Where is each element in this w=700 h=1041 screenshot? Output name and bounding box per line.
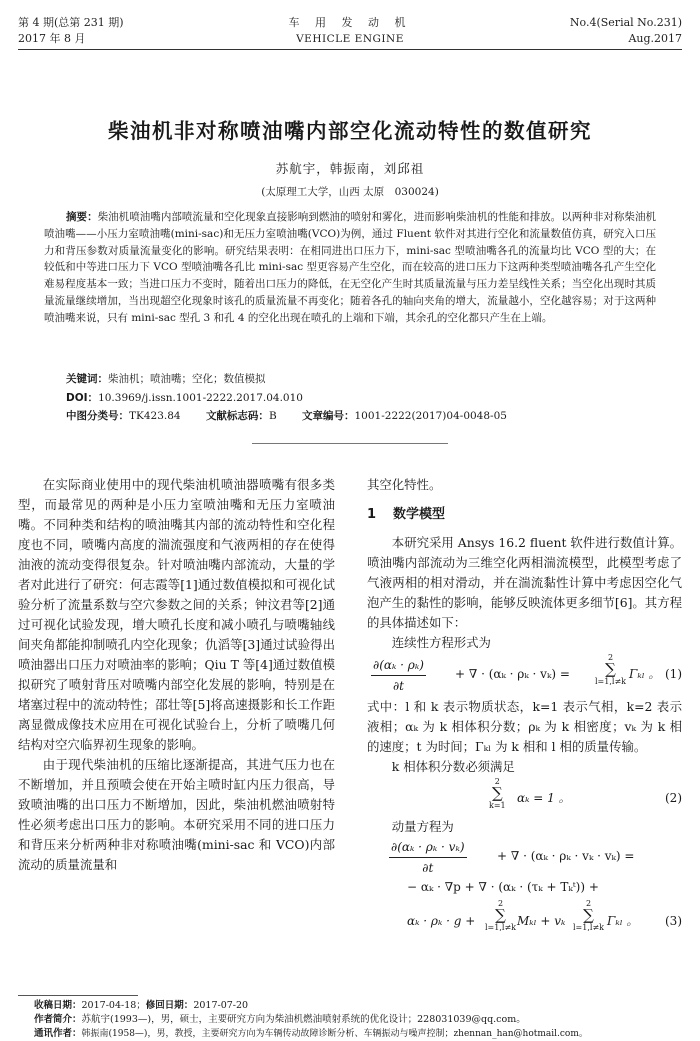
body-right-column: [367, 475, 682, 937]
clc-label: 中图分类号：: [66, 410, 129, 422]
doc-code-label: 文献标志码：: [205, 410, 269, 422]
revised-date: 2017-07-20: [193, 1000, 249, 1011]
received-label: 收稿日期：: [34, 1000, 82, 1011]
abstract-divider: [252, 443, 448, 444]
doi-text: 10.3969/j.issn.1001-2222.2017.04.010: [98, 392, 303, 404]
corresponding-text: 韩振南(1958—)，男，教授，主要研究方向为车辆传动故障诊断分析、车辆振动与噪声控制；zhennan_han@hotmail.com。: [81, 1029, 588, 1039]
clc-value: TK423.84: [129, 410, 181, 422]
paper-affiliation: (太原理工大学，山西 太原 030024): [261, 186, 439, 198]
volume-fraction-label: k 相体积分数必须满足: [391, 759, 515, 774]
doi-label: DOI：: [66, 392, 99, 404]
classification: [66, 408, 507, 423]
section-number: 1: [367, 507, 377, 522]
header-issue-cn: 第 4 期(总第 231 期): [18, 16, 124, 29]
equation-3: $\frac{\text{∂(αₖ · ρₖ · vₖ)}}{\partial t}$ + ∇ · (αₖ · ρₖ · vₖ · vₖ) = − αₖ · ∇p + ∇ · (αₖ · (τₖ + Tₖᵗ)) + αₖ · ρₖ · g + 2 ∑ l=1,l≠k Mₖₗ + vₖ 2 ∑ l=1,l≠k Γₖₗ 。 (3): [367, 837, 682, 937]
doc-code-value: B: [268, 410, 277, 422]
body-left-column: [18, 475, 335, 875]
body-paragraph-motivation: 由于现代柴油机的压缩比逐渐提高，其进气压力也在不断增加，并且预喷会使在开始主喷时缸内压力很高，导致喷油嘴的出口压力不断增加，因此，柴油机燃油喷射特性必须考虑出口压力的影响。本研究采用不同的进口压力和背压来分析两种非对称喷油嘴(mini-sac 和 VCO)内部流动的质量流量和: [18, 757, 335, 872]
revised-label: 修回日期：: [145, 1000, 194, 1011]
abstract: [44, 209, 656, 327]
keywords-label: 关键词：: [66, 373, 108, 385]
paper-authors: 苏航宇，韩振南，刘邱祖: [275, 161, 425, 176]
article-number-value: 1001-2222(2017)04-0048-05: [354, 410, 507, 422]
paper-title: 柴油机非对称喷油嘴内部空化流动特性的数值研究: [108, 119, 592, 143]
corresponding-label: 通讯作者：: [34, 1028, 82, 1039]
footnote-corresponding: [34, 1027, 588, 1041]
footnote-rule: [18, 995, 138, 996]
body-paragraph-intro: 在实际商业使用中的现代柴油机喷油器喷嘴有很多类型，而最常见的两种是小压力室喷油嘴和无压力室喷油嘴。不同种类和结构的喷油嘴其内部的流动特性和空化程度也不同，喷嘴内高度的湍流强度和气液两相的存在使得油液的流动变得很复杂。针对喷油嘴内部流动，大量的学者对此进行了研究：何志霞等[1]通过数值模拟和可视化试验分析了流量系数与空穴参数之间的关系；钟汶君等[2]通过可视化试验发现，增大喷孔长度和减小喷孔与喷嘴轴线间夹角都能抑制喷孔内空化现象；仇滔等[3]通过试验得出喷油器出口压力对喷油率的影响；Qiu T 等[4]通过数值模拟研究了喷射背压对喷嘴内部空化发展的影响，特别是在堵塞过程中的流动特性；邵壮等[5]将高速摄影和长工作距离显微成像技术应用在可视化试验台上，分析了喷嘴几何结构对空穴临界初生现象的影响。: [18, 477, 335, 752]
author-bio-label: 作者简介：: [34, 1014, 82, 1025]
article-number-label: 文章编号：: [302, 410, 355, 422]
equation-1: $\frac{\text{∂(αₖ · ρₖ)}}{\partial t}$ + ∇ · (αₖ · ρₖ · vₖ) = 2 ∑ l=1,l≠k Γₖₗ 。 (1): [367, 653, 682, 697]
keywords: [66, 371, 266, 386]
body-paragraph-model: 本研究采用 Ansys 16.2 fluent 软件进行数值计算。喷油嘴内部流动为三维空化两相湍流模型，此模型考虑了气液两相的相对滑动，并在湍流黏性计算中考虑因空化气泡产生的黏性的影响，能够反映流体更多细节[6]。其方程的具体描述如下：: [367, 535, 682, 630]
header-journal-en: VEHICLE ENGINE: [296, 33, 404, 45]
eq1-fraction: $\frac{\text{∂(αₖ · ρₖ)}}{\partial t}$: [371, 655, 426, 696]
eq1-description: 式中：l 和 k 表示物质状态，k=1 表示气相，k=2 表示液相；αₖ 为 k 相体积分数；ρₖ 为 k 相密度；vₖ 为 k 相的速度；t 为时间；Γₖₗ 为 k 相和 l 相的质量传输。: [367, 699, 682, 754]
header-issue-en: No.4(Serial No.231): [569, 16, 682, 29]
header-journal-cn: 车 用 发 动 机: [288, 16, 412, 29]
author-bio-text: 苏航宇(1993—)，男，硕士，主要研究方向为柴油机燃油喷射系统的优化设计；228031039@qq.com。: [81, 1014, 526, 1025]
footnote-author: [34, 1013, 526, 1027]
keywords-text: 柴油机；喷油嘴；空化；数值模拟: [108, 373, 266, 385]
eq1-number: (1): [665, 667, 682, 681]
continuity-label: 连续性方程形式为: [391, 635, 491, 650]
header-date-en: Aug.2017: [628, 32, 682, 45]
eq3-number: (3): [665, 914, 682, 928]
footnote-dates: [34, 999, 248, 1013]
abstract-label: 摘要：: [66, 211, 98, 223]
section-heading: [367, 505, 682, 525]
momentum-label: 动量方程为: [391, 819, 454, 834]
abstract-text: 柴油机喷油嘴内部喷流量和空化现象直接影响到燃油的喷射和雾化，进而影响柴油机的性能和排放。以两种非对称柴油机喷油嘴——小压力室喷油嘴(mini-sac)和无压力室喷油嘴(VCO)为例，通过 Fluent 软件对其进行空化和流量数值仿真，研究入口压力和背压参数对质量流量变化的影响。研究结果表明：在相同进出口压力下，mini-sac 型喷油嘴各孔的流量均比 VCO 型的大；在较低和中等进口压力下 VCO 型喷油嘴各孔比 mini-sac 型更容易产生空化，而在较高的进口压力下这两种类型喷油嘴各孔产生空化难易程度基本一致；当进口压力不变时，随着出口压力的降低，在无空化产生时其质量流量与压力差呈线性关系；当空化出现时其质量流量继续增加，当出现超空化现象时该孔的质量流量不再变化；随着各孔的轴向夹角的增大，流量越小，空化越容易；对于这两种喷油嘴来说，只有 mini-sac 型孔 3 和孔 4 的空化出现在喷孔的上端和下端，其余孔的空化都只产生在上端。: [44, 211, 656, 324]
header-date-cn: 2017 年 8 月: [18, 32, 86, 45]
header-rule: [18, 49, 682, 50]
equation-2: 2 ∑ k=1 αₖ = 1 。 (2): [489, 777, 682, 810]
doi: [66, 390, 303, 405]
eq2-number: (2): [665, 791, 682, 805]
body-paragraph-continued: 其空化特性。: [367, 477, 442, 492]
received-date: 2017-04-18；: [81, 1000, 146, 1011]
section-title: 数学模型: [393, 507, 446, 522]
